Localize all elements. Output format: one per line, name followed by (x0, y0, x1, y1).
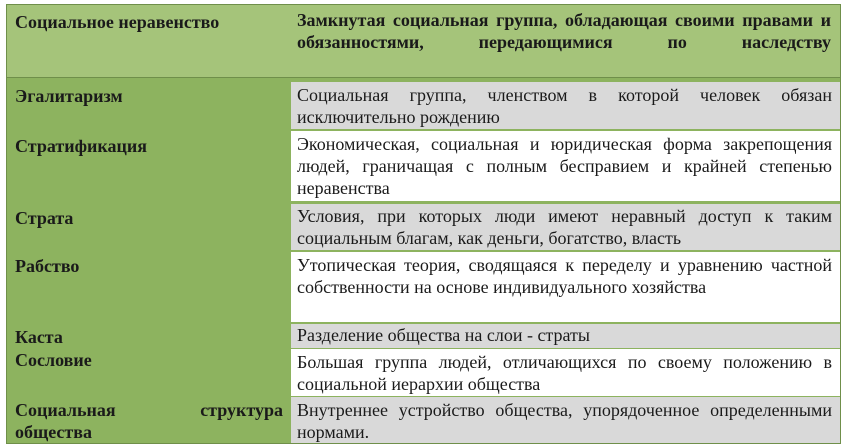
header-definition: Замкнутая социальная группа, обладающая своими правами и обязанностями, передающимися по наследству (297, 10, 831, 52)
row-definition: Условия, при которых люди имеют неравный доступ к таким социальным благам, как деньги, богатство, власть (291, 204, 840, 250)
terms-table (6, 4, 841, 444)
row-definition: Внутреннее устройство общества, упорядоченное определенными нормами. (291, 397, 840, 443)
row-term: Социальная структура общества (15, 400, 283, 442)
row-definition: Большая группа людей, отличающихся по своему положению в социальной иерархии общества (291, 349, 840, 396)
row-term: Каста (15, 327, 63, 347)
row-definition: Разделение общества на слои - страты (291, 324, 840, 348)
row-definition: Утопическая теория, сводящаяся к переделу и уравнению частной собственности на основе индивидуального хозяйства (291, 252, 840, 322)
header-term: Социальное неравенство (15, 12, 220, 32)
row-term: Эгалитаризм (15, 86, 123, 106)
row-definition: Экономическая, социальная и юридическая форма закрепощения людей, граничащая с полным бесправием и крайней степенью неравенства (291, 131, 840, 201)
table-header (7, 5, 840, 78)
row-term: Сословие (15, 350, 92, 370)
row-term: Страта (15, 208, 74, 228)
row-term: Рабство (15, 256, 80, 276)
row-term: Стратификация (15, 136, 147, 156)
row-definition: Социальная группа, членством в которой человек обязан исключительно рождению (291, 82, 840, 129)
